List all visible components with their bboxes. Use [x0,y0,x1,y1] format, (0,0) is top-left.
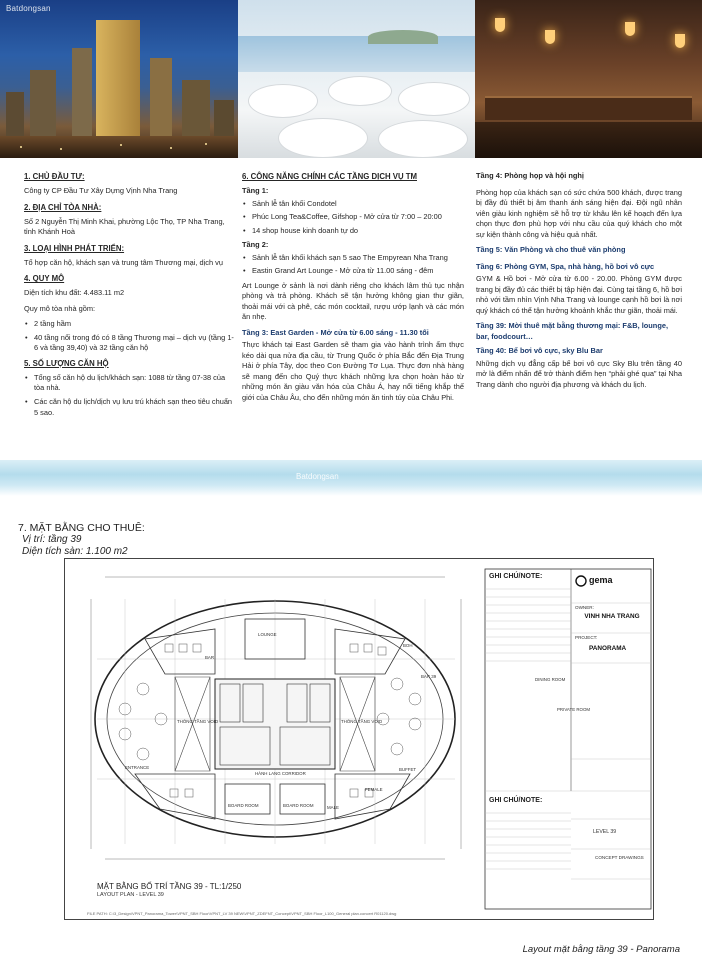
list-apartments [24,373,234,418]
list-item: • Các căn hộ du lịch/dịch vụ lưu trú khách sạn theo tiêu chuẩn 5 sao. [24,397,234,418]
floor-1-label: Tầng 1: [242,186,269,196]
section-rental-location: Vị trí: tầng 39 [22,534,82,545]
list-item: • Sảnh lễ tân khối khách sạn 5 sao The Empyrean Nha Trang [242,253,464,264]
column-investor-info [24,168,234,422]
project-name: PANORAMA [589,645,627,652]
room-label: BAR 39 [421,674,437,679]
brand-name: gema [589,575,613,585]
floor-5-label: Tầng 5: Văn Phòng và cho thuê văn phòng [476,245,626,255]
room-label: BAR [205,655,215,660]
text-art-lounge: Art Lounge ở sảnh là nơi dành riêng cho khách lâm thủ tục nhận phòng và trả phòng. Khách sẽ tận hưởng không gian thư giãn, thoải mái với cà phê, các món cocktail, rượu ướp lạnh và các món ăn nhẹ. [242,280,464,322]
room-label: MALE [327,805,339,810]
list-item: • Sảnh lễ tân khối Condotel [242,199,464,210]
building-core [215,679,335,769]
project-label: PROJECT: [575,635,598,640]
list-item: • 40 tầng nổi trong đó có 8 tầng Thương mại – dịch vụ (tầng 1-6 và tầng 39,40) và 32 tầng căn hộ [24,333,234,354]
room-label: BOH [403,643,413,648]
drawing-stage: CONCEPT DRAWINGS [595,855,644,860]
room-label: LOUNGE [258,632,277,637]
room-label: THÔNG TẦNG VOID [341,719,383,724]
floor-4-label: Tầng 4: Phòng họp và hội nghị [476,171,584,180]
photo-watermark: Batdongsan [6,4,51,13]
floor-39-label: Tầng 39: Mời thuê mặt bằng thương mại: F&B, lounge, bar, foodcourt… [476,321,669,341]
column-service-floors [242,168,464,408]
room-label: BOARD ROOM [228,803,259,808]
floor-2-label: Tầng 2: [242,240,269,250]
heading-address: 2. ĐỊA CHỈ TÒA NHÀ: [24,202,102,212]
list-floor-2 [242,253,464,277]
text-address: Số 2 Nguyễn Thị Minh Khai, phường Lộc Thọ, TP Nha Trang, tỉnh Khánh Hoà [24,216,225,237]
room-label: ENTRANCE [125,765,150,770]
room-label: THÔNG TẦNG VOID [177,719,219,724]
floor-6-label: Tầng 6: Phòng GYM, Spa, nhà hàng, hồ bơi vô cực [476,261,655,271]
text-meeting-rooms: Phòng họp của khách sạn có sức chứa 500 khách, được trang bị đầy đủ thiết bị âm thanh ánh sáng hiện đại. Đội ngũ nhân viên giàu kinh nghiệm sẽ hỗ trợ từ khâu lên kế hoạch đến lựa chọn thực đơn phù hợp với nhu cầu của quý khách cho một sự kiện thành công và hiệu quả nhất. [476,187,682,239]
room-label: DINING ROOM [535,677,566,682]
room-label: HÀNH LANG CORRIDOR [255,771,306,776]
text-building-scale: Quy mô tòa nhà gồm: [24,303,96,313]
photo-restaurant [475,0,702,158]
owner-label: OWNER: [575,605,594,610]
text-investor: Công ty CP Đầu Tư Xây Dựng Vịnh Nha Trang [24,186,178,196]
list-item: • 14 shop house kinh doanh tự do [242,226,464,237]
band-watermark: Batdongsan [296,472,339,481]
column-upper-floors [476,168,682,395]
text-east-garden: Thực khách tại East Garden sẽ tham gia vào hành trình ẩm thực kéo dài qua nửa địa cầu, từ Trung Quốc ở phía Bắc đến Địa Trung Hải ở phía Tây, dọc theo Con Đường Tơ Lụa. Thực đơn nhà hàng sẽ mang đến cho Quý thực khách những lựa chọn hoàn hảo từ những món ăn giàu văn hóa của Châu Á, hay nổi tiếng khắp thế giới của Châu Âu, cho đến những món ăn tinh túy của Châu Phi. [242,340,464,402]
section-rental-title: 7. MẶT BẰNG CHO THUÊ: [18,522,145,534]
list-item: • Phúc Long Tea&Coffee, Gifshop - Mở cửa từ 7:00 – 20:00 [242,212,464,223]
plan-title: MẶT BẰNG BỐ TRÍ TẦNG 39 - TL:1/250 [97,882,242,891]
room-label: BUFFET [399,767,417,772]
photo-strip [0,0,702,158]
text-development-type: Tổ hợp căn hộ, khách sạn và trung tâm Thương mại, dịch vụ [24,257,223,267]
owner-name: VINH NHA TRANG [584,613,640,620]
plan-subtitle: LAYOUT PLAN - LEVEL 39 [97,892,164,898]
decorative-wave-band [0,460,702,496]
drawing-level: LEVEL 39 [593,829,617,835]
plan-caption: Layout mặt bằng tầng 39 - Panorama [522,944,680,955]
photo-city-night [0,0,238,158]
plan-file-path: FILE PATH: C:\3_Design\VPNT_Panorama_Tower\VPNT_SBH Floor\VPNT_LV 39 NEW\VPNT_ZDEFNT_Concept\VPNT_SBH Floor_L100_General plan.concert R01120.dwg [87,911,397,916]
floor-3-label: Tầng 3: East Garden - Mở cửa từ 6.00 sáng - 11.30 tối [242,327,429,337]
legend-title: GHI CHÚ/NOTE: [489,573,543,580]
text-land-area: Diện tích khu đất: 4.483.11 m2 [24,288,125,298]
photo-banquet-hall [238,0,475,158]
room-label: BOARD ROOM [283,803,314,808]
list-item: • 2 tầng hầm [24,319,234,330]
heading-development-type: 3. LOẠI HÌNH PHÁT TRIỂN: [24,243,125,253]
floor-plan-svg [65,559,655,921]
section-rental-area: Diện tích sàn: 1.100 m2 [22,546,128,557]
list-scale [24,319,234,354]
legend-title-secondary: GHI CHÚ/NOTE: [489,797,543,804]
heading-service-floors: 6. CÔNG NĂNG CHÍNH CÁC TẦNG DỊCH VỤ TM [242,172,417,181]
list-item: • Eastin Grand Art Lounge - Mở cửa từ 11.00 sáng - đêm [242,266,464,277]
heading-investor: 1. CHỦ ĐẦU TƯ: [24,172,85,181]
heading-scale: 4. QUY MÔ [24,274,65,284]
heading-apartment-count: 5. SỐ LƯỢNG CĂN HỘ [24,358,109,368]
floor-plan-drawing [64,558,654,920]
room-label: PRIVATE ROOM [557,707,591,712]
list-floor-1 [242,199,464,237]
text-sky-blu: Những dịch vụ đẳng cấp bể bơi vô cực Sky Blu trên tầng 40 mở là điểm nhấn để trở thành điểm hẹn “phải ghé qua” tại Nha Trang dành cho người địa phương và khách du lịch. [476,358,682,389]
text-gym-pool: GYM & Hồ bơi - Mở cửa từ 6.00 - 20.00. Phòng GYM được trang bị đầy đủ các thiết bị tập hiện đại. Cùng tại tầng 6, hồ bơi nhỏ với tầm nhìn Vịnh Nha Trang và lounge cạnh hồ bơi là nơi quý khách có thể tận hưởng khoảnh khắc thư giãn, thoải mái. [476,274,682,315]
list-item: • Tổng số căn hộ du lịch/khách sạn: 1088 từ tầng 07-38 của tòa nhà. [24,373,234,394]
floor-40-label: Tầng 40: Bể bơi vô cực, sky Blu Bar [476,346,603,356]
room-label: FEMALE [365,787,383,792]
